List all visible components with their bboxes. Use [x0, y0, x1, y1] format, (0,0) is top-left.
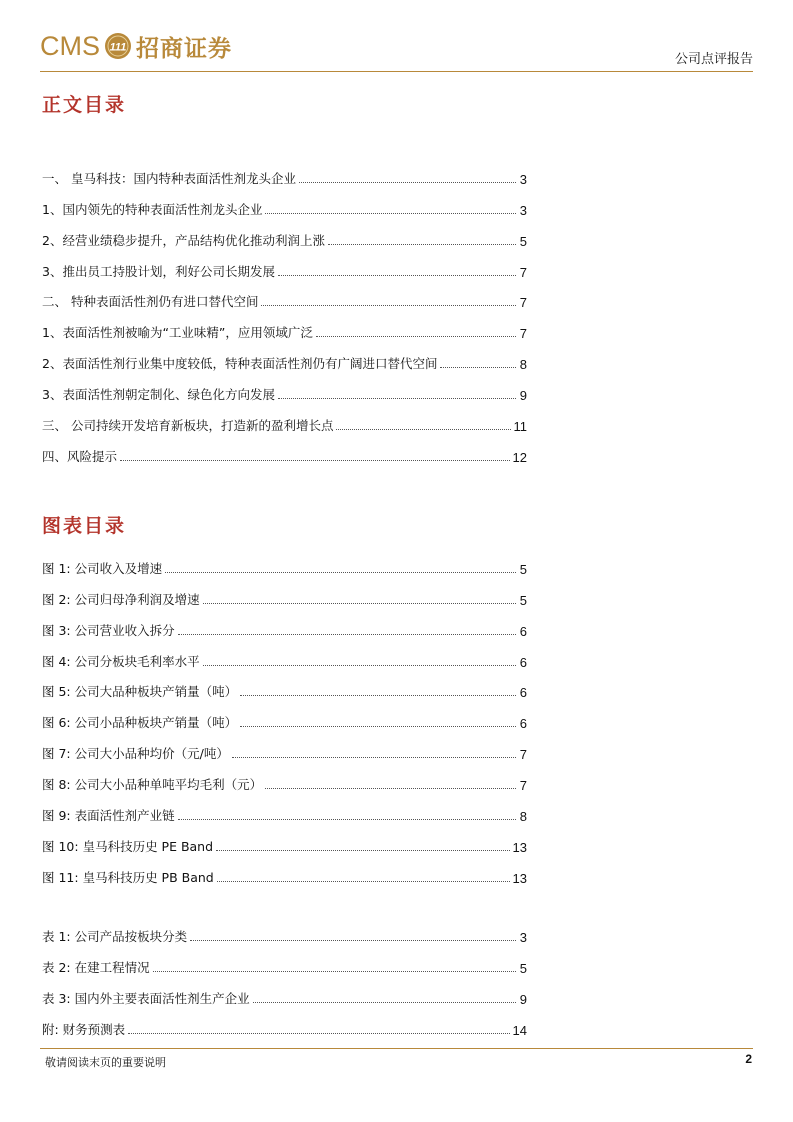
table-entry[interactable]	[42, 914, 527, 945]
toc-entry[interactable]	[42, 341, 527, 372]
dot-leader	[265, 787, 516, 789]
figure-entry-page: 5	[519, 592, 527, 608]
dot-leader	[178, 818, 516, 820]
toc-entry-label: 四、风险提示	[42, 448, 118, 464]
figure-entry[interactable]	[42, 762, 527, 793]
logo-latin-text: CMS	[40, 30, 100, 61]
dot-leader	[153, 970, 516, 972]
dot-leader	[278, 397, 516, 399]
figure-toc-title: 图表目录	[42, 515, 127, 537]
toc-entry[interactable]	[42, 187, 527, 218]
table-entry-page: 3	[519, 929, 527, 945]
toc-entry-label: 2、表面活性剂行业集中度较低，特种表面活性剂仍有广阔进口替代空间	[42, 356, 438, 372]
table-entry-page: 5	[519, 960, 527, 976]
figure-entry-page: 6	[519, 654, 527, 670]
figure-entry[interactable]	[42, 577, 527, 608]
figure-entry-page: 7	[519, 747, 527, 763]
company-logo	[40, 28, 232, 64]
toc-entry-label: 3、推出员工持股计划，利好公司长期发展	[42, 263, 275, 279]
figure-entry[interactable]	[42, 608, 527, 639]
figure-entry[interactable]	[42, 793, 527, 824]
table-toc-list	[42, 914, 527, 1038]
figure-entry[interactable]	[42, 670, 527, 701]
toc-entry[interactable]	[42, 156, 527, 187]
toc-entry-page: 11	[513, 419, 527, 435]
toc-entry-page: 5	[519, 233, 527, 249]
figure-entry-page: 7	[519, 778, 527, 794]
toc-entry-label: 三、 公司持续开发培育新板块，打造新的盈利增长点	[42, 418, 334, 434]
toc-entry[interactable]	[42, 372, 527, 403]
figure-entry-page: 6	[519, 685, 527, 701]
table-entry-page: 9	[519, 991, 527, 1007]
toc-entry[interactable]	[42, 218, 527, 249]
dot-leader	[240, 725, 516, 727]
toc-entry[interactable]	[42, 434, 527, 465]
dot-leader	[240, 694, 516, 696]
figure-entry-label: 图 3: 公司营业收入拆分	[42, 622, 175, 638]
figure-entry-label: 图 7: 公司大小品种均价（元/吨）	[42, 746, 229, 762]
toc-entry-page: 12	[512, 449, 527, 465]
dot-leader	[328, 243, 516, 245]
table-entry[interactable]	[42, 1007, 527, 1038]
logo-mark-text: 111	[109, 41, 127, 54]
dot-leader	[316, 335, 516, 337]
figure-entry-page: 6	[519, 623, 527, 639]
figure-entry-label: 图 6: 公司小品种板块产销量（吨）	[42, 715, 238, 731]
figure-entry-page: 6	[519, 716, 527, 732]
dot-leader	[232, 756, 516, 758]
figure-entry[interactable]	[42, 546, 527, 577]
table-entry-label: 表 3: 国内外主要表面活性剂生产企业	[42, 990, 250, 1006]
toc-entry[interactable]	[42, 310, 527, 341]
figure-toc-list	[42, 546, 527, 886]
toc-entry-label: 2、经营业绩稳步提升，产品结构优化推动利润上涨	[42, 232, 325, 248]
toc-entry-label: 1、国内领先的特种表面活性剂龙头企业	[42, 201, 263, 217]
header-divider	[40, 71, 753, 72]
toc-entry-page: 3	[519, 171, 527, 187]
table-entry-page: 14	[512, 1022, 527, 1038]
logo-chinese-text: 招商证券	[136, 34, 232, 62]
dot-leader	[440, 366, 516, 368]
figure-entry-page: 13	[512, 839, 527, 855]
dot-leader	[261, 304, 516, 306]
table-entry-label: 表 2: 在建工程情况	[42, 959, 150, 975]
toc-entry[interactable]	[42, 280, 527, 311]
main-toc-title: 正文目录	[42, 94, 127, 116]
figure-entry[interactable]	[42, 731, 527, 762]
footer-divider	[40, 1048, 753, 1049]
page-number: 2	[745, 1052, 752, 1066]
figure-entry-label: 图 10: 皇马科技历史 PE Band	[42, 838, 214, 854]
figure-entry-label: 图 9: 表面活性剂产业链	[42, 808, 175, 824]
table-entry-label: 附: 财务预测表	[42, 1021, 126, 1037]
toc-entry-label: 3、表面活性剂朝定制化、绿色化方向发展	[42, 387, 275, 403]
figure-entry-page: 13	[512, 870, 527, 886]
table-entry-label: 表 1: 公司产品按板块分类	[42, 928, 188, 944]
logo-mark-icon	[104, 32, 132, 60]
main-toc-list	[42, 156, 527, 465]
figure-entry-label: 图 2: 公司归母净利润及增速	[42, 591, 200, 607]
page-header	[40, 22, 753, 72]
toc-entry-page: 8	[519, 357, 527, 373]
dot-leader	[120, 459, 510, 461]
toc-entry-label: 1、表面活性剂被喻为“工业味精”，应用领域广泛	[42, 325, 313, 341]
toc-entry-page: 7	[519, 264, 527, 280]
dot-leader	[299, 181, 516, 183]
dot-leader	[128, 1032, 509, 1034]
figure-entry-page: 5	[519, 561, 527, 577]
figure-entry-label: 图 1: 公司收入及增速	[42, 560, 163, 576]
dot-leader	[278, 274, 516, 276]
dot-leader	[265, 212, 516, 214]
dot-leader	[217, 880, 510, 882]
figure-entry[interactable]	[42, 700, 527, 731]
dot-leader	[203, 664, 516, 666]
toc-entry[interactable]	[42, 403, 527, 434]
figure-entry-label: 图 8: 公司大小品种单吨平均毛利（元）	[42, 777, 263, 793]
table-entry[interactable]	[42, 945, 527, 976]
report-type-label: 公司点评报告	[674, 52, 753, 67]
footer-disclaimer: 敬请阅读末页的重要说明	[45, 1056, 166, 1069]
toc-entry-label: 一、 皇马科技：国内特种表面活性剂龙头企业	[42, 170, 296, 186]
toc-entry-page: 3	[519, 202, 527, 218]
dot-leader	[190, 939, 516, 941]
toc-entry-page: 7	[519, 295, 527, 311]
toc-entry-label: 二、 特种表面活性剂仍有进口替代空间	[42, 294, 259, 310]
dot-leader	[165, 571, 516, 573]
figure-entry-page: 8	[519, 809, 527, 825]
toc-entry[interactable]	[42, 249, 527, 280]
dot-leader	[336, 428, 510, 430]
toc-entry-page: 7	[519, 326, 527, 342]
table-entry[interactable]	[42, 976, 527, 1007]
figure-entry[interactable]	[42, 824, 527, 855]
figure-entry-label: 图 4: 公司分板块毛利率水平	[42, 653, 200, 669]
figure-entry[interactable]	[42, 855, 527, 886]
toc-entry-page: 9	[519, 388, 527, 404]
dot-leader	[216, 849, 509, 851]
figure-entry[interactable]	[42, 639, 527, 670]
figure-entry-label: 图 5: 公司大品种板块产销量（吨）	[42, 684, 238, 700]
dot-leader	[178, 633, 516, 635]
dot-leader	[203, 602, 516, 604]
dot-leader	[253, 1001, 516, 1003]
figure-entry-label: 图 11: 皇马科技历史 PB Band	[42, 869, 214, 885]
